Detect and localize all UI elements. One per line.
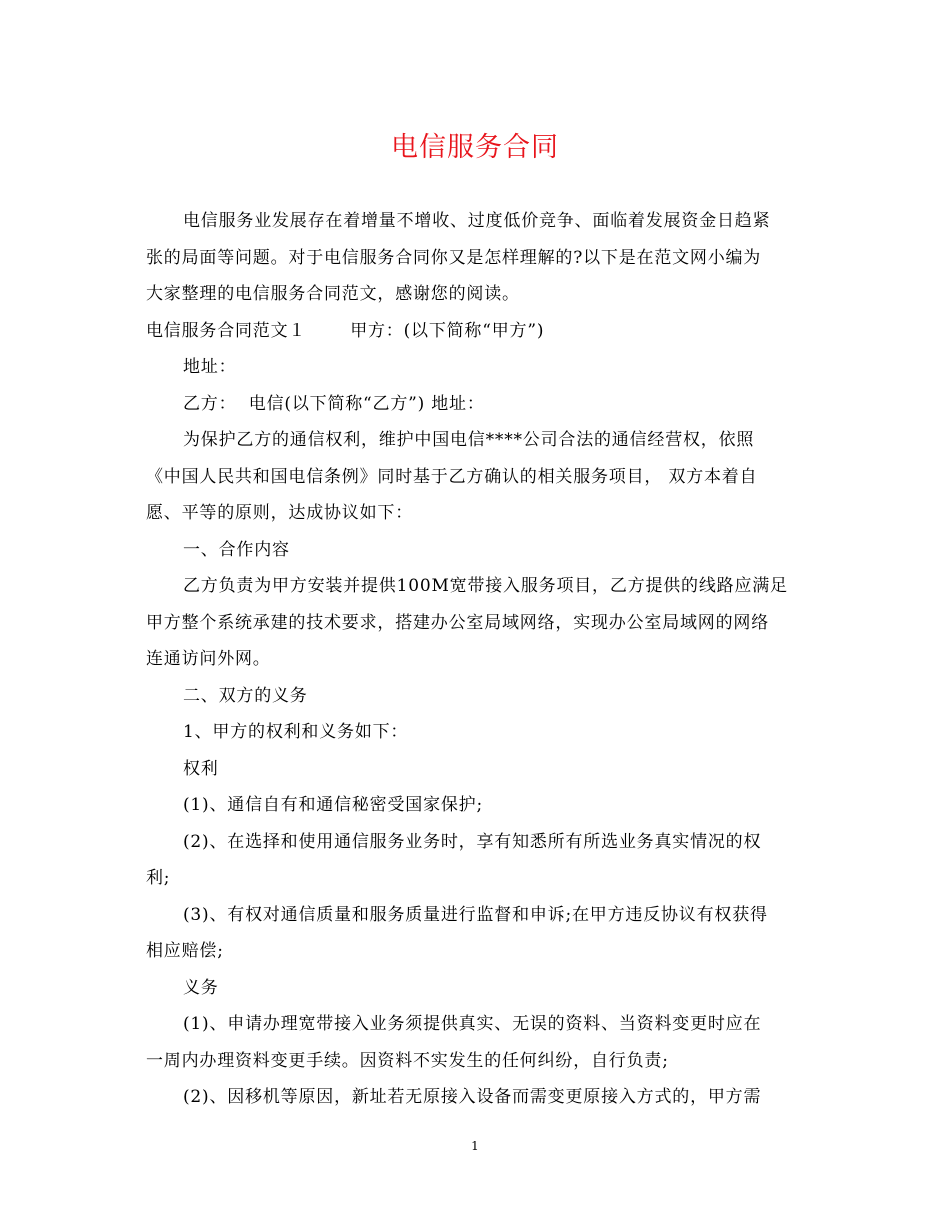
text-line: 连通访问外网。 [146,649,271,669]
text-line: (2)、在选择和使用通信服务业务时，享有知悉所有所选业务真实情况的权 [183,831,762,852]
text-line: (1)、申请办理宽带接入业务须提供真实、无误的资料、当资料变更时应在 [183,1014,762,1034]
right-item-1: (1)、通信自有和通信秘密受国家保护; [183,795,484,815]
subsection-party-a: 1、甲方的权利和义务如下： [183,722,409,742]
section-heading-obligations: 二、双方的义务 [183,685,308,706]
text-line: (2)、因移机等原因，新址若无原接入设备而需变更原接入方式的，甲方需 [183,1087,762,1107]
party-a-label: 甲方：(以下简称“甲方”) [350,320,545,341]
document-body [146,203,810,1116]
text-line: 张的局面等问题。对于电信服务合同你又是怎样理解的?以下是在范文网小编为 [146,247,762,268]
page-number: 1 [471,1139,479,1153]
duties-heading: 义务 [183,977,219,998]
duty-item-2 [146,1079,810,1116]
text-line: 甲方整个系统承建的技术要求，搭建办公室局域网络，实现办公室局域网的网络 [146,612,769,633]
section-heading-cooperation: 一、合作内容 [183,539,290,560]
text-line: 电信服务业发展存在着增量不增收、过度低价竞争、面临着发展资金日趋紧 [183,211,771,231]
text-line: 相应赔偿; [146,941,224,961]
text-line: 为保护乙方的通信权利，维护中国电信****公司合法的通信经营权，依照 [183,430,755,450]
intro-paragraph [146,203,810,313]
text-line: 利; [146,868,171,888]
rights-heading: 权利 [183,758,219,779]
contract-sample-label: 电信服务合同范文１ [146,320,307,341]
text-line: 大家整理的电信服务合同范文，感谢您的阅读。 [146,284,520,304]
text-line: 一周内办理资料变更手续。因资料不实发生的任何纠纷，自行负责; [146,1050,669,1071]
text-line: (3)、有权对通信质量和服务质量进行监督和申诉;在甲方违反协议有权获得 [183,904,768,925]
document-title: 电信服务合同 [391,132,559,163]
text-line: 愿、平等的原则，达成协议如下： [146,503,413,523]
contract-heading-line [146,313,810,350]
duty-item-1 [146,1006,810,1079]
text-line: 乙方负责为甲方安装并提供100M宽带接入服务项目，乙方提供的线路应满足 [183,576,788,596]
right-item-2 [146,824,810,897]
right-item-3 [146,897,810,970]
text-line: 《中国人民共和国电信条例》同时基于乙方确认的相关服务项目， 双方本着自 [146,466,758,487]
party-b-line: 乙方： 电信(以下简称“乙方”) 地址： [183,393,485,414]
cooperation-paragraph [146,568,810,678]
address-line: 地址： [183,357,237,377]
preamble-paragraph [146,422,810,532]
